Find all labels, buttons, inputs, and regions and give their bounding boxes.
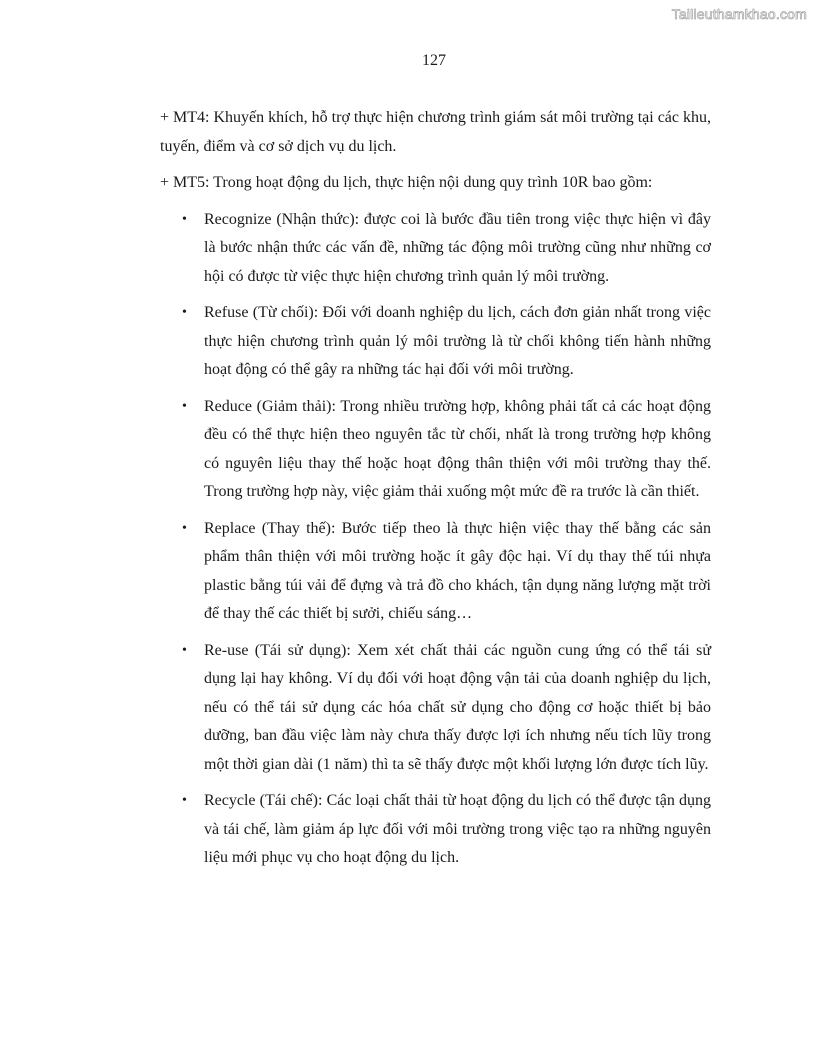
bullet-icon: • (182, 305, 187, 320)
paragraph-mt4: + MT4: Khuyến khích, hỗ trợ thực hiện chương trình giám sát môi trường tại các khu, tuyến, điểm và cơ sở dịch vụ du lịch. (160, 109, 711, 155)
paragraph-mt5: + MT5: Trong hoạt động du lịch, thực hiện nội dung quy trình 10R bao gồm: (160, 174, 653, 191)
watermark: Tailieuthamkhao.com (671, 6, 807, 22)
bullet-text: Recycle (Tái chế): Các loại chất thải từ hoạt động du lịch có thể được tận dụng và tái chế, làm giảm áp lực đối với môi trường trong việc tạo ra những nguyên liệu mới phục vụ cho hoạt động du lịch. (204, 792, 711, 866)
bullet-item-replace (160, 515, 711, 629)
bullet-item-reduce (160, 393, 711, 507)
page-number: 127 (422, 52, 446, 69)
bullet-item-reuse (160, 637, 711, 780)
bullet-item-recycle (160, 787, 711, 873)
bullet-text: Replace (Thay thế): Bước tiếp theo là thực hiện việc thay thế bằng các sản phẩm thân thiện với môi trường hoặc ít gây độc hại. Ví dụ thay thế túi nhựa plastic bằng túi vải để đựng và trả đồ cho khách, tận dụng năng lượng mặt trời để thay thế các thiết bị sưởi, chiếu sáng… (204, 519, 711, 622)
bullet-item-refuse (160, 299, 711, 385)
bullet-icon: • (182, 642, 187, 658)
bullet-list-10r (160, 206, 711, 873)
bullet-icon: • (182, 793, 187, 808)
bullet-text: Re-use (Tái sử dụng): Xem xét chất thải các nguồn cung ứng có thể tái sử dụng lại hay không. Ví dụ đối với hoạt động vận tải của doanh nghiệp du lịch, nếu có thể tái sử dụng các hóa chất sử dụng cho động cơ hoặc thiết bị bảo dưỡng, ban đầu việc làm này chưa thấy được lợi ích nhưng nếu tích lũy trong một thời gian dài (1 năm) thì ta sẽ thấy được một khối lượng lớn được tích lũy. (204, 641, 711, 773)
bullet-text: Reduce (Giảm thải): Trong nhiều trường hợp, không phải tất cả các hoạt động đều có thể thực hiện theo nguyên tắc từ chối, nhất là trong trường hợp không có nguyên liệu thay thế hoặc hoạt động thân thiện với môi trường thay thế. Trong trường hợp này, việc giảm thải xuống một mức đề ra trước là cần thiết. (204, 397, 711, 500)
bullet-icon: • (182, 211, 187, 227)
bullet-text: Recognize (Nhận thức): được coi là bước đầu tiên trong việc thực hiện vì đây là bước nhận thức các vấn đề, những tác động môi trường cũng như những cơ hội có được từ việc thực hiện chương trình quản lý môi trường. (204, 210, 711, 285)
bullet-text: Refuse (Từ chối): Đối với doanh nghiệp du lịch, cách đơn giản nhất trong việc thực hiện chương trình quản lý môi trường là từ chối không tiến hành những hoạt động có thể gây ra những tác hại đối với môi trường. (204, 304, 711, 378)
bullet-icon: • (182, 520, 187, 536)
bullet-icon: • (182, 398, 187, 414)
bullet-item-recognize (160, 206, 711, 292)
document-body (160, 104, 711, 881)
